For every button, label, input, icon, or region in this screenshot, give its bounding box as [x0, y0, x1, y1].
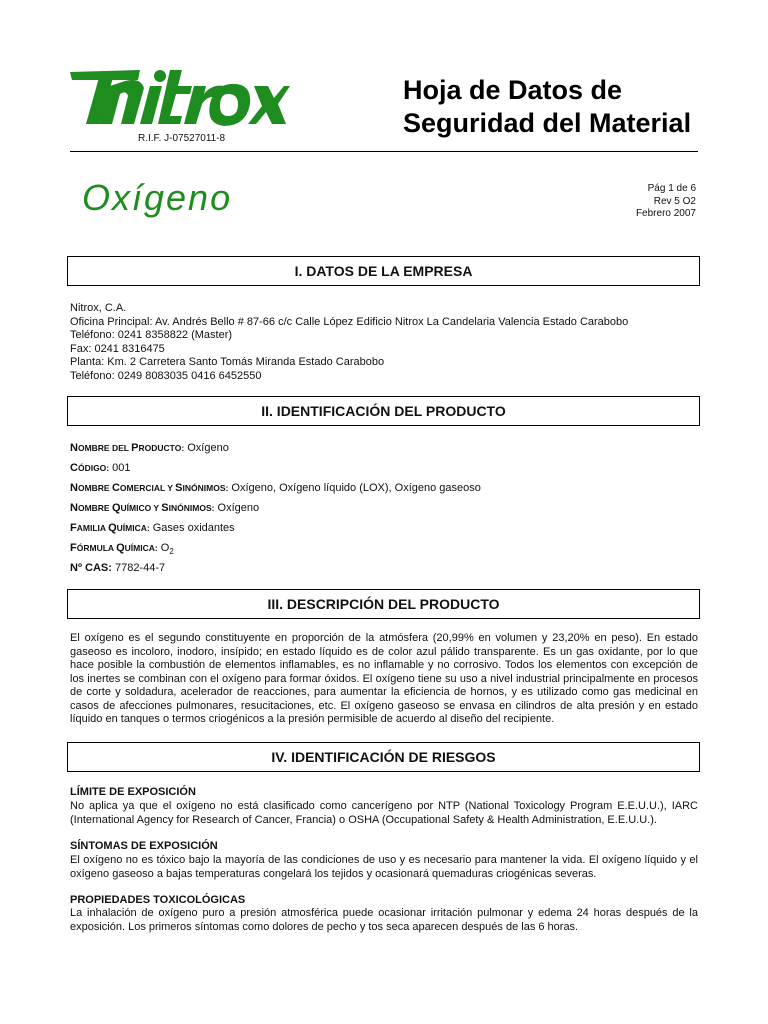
field-product-name: NOMBRE DEL PRODUCTO: Oxígeno	[70, 442, 229, 454]
field-chemical-name: NOMBRE QUÍMICO Y SINÓNIMOS: Oxígeno	[70, 502, 260, 514]
document-meta	[636, 183, 696, 221]
revision-date: Febrero 2007	[635, 208, 696, 219]
company-info	[70, 302, 698, 383]
section-title: III. DESCRIPCIÓN DEL PRODUCTO	[267, 596, 500, 612]
exposure-symptoms-heading: SÍNTOMAS DE EXPOSICIÓN	[70, 840, 218, 852]
toxicology-heading: PROPIEDADES TOXICOLÓGICAS	[70, 894, 246, 906]
section-heading-hazards	[67, 742, 700, 772]
field-cas-number: Nº CAS: 7782-44-7	[70, 562, 166, 574]
rif-number: R.I.F. J-07527011-8	[138, 133, 226, 144]
section-title: I. DATOS DE LA EMPRESA	[294, 263, 473, 279]
company-phone: Teléfono: 0241 8358822 (Master)	[70, 329, 233, 341]
exposure-limit-heading: LÍMITE DE EXPOSICIÓN	[70, 786, 196, 798]
exposure-limit-text: No aplica ya que el oxígeno no está clasificado como cancerígeno por NTP (National Toxicology Program E.E.U.U.), IARC (International Agency for Research of Cancer, Francia) o OSHA (Occupational Safety & Health Administration, E.E.U.U.).	[70, 800, 698, 826]
company-plant: Planta: Km. 2 Carretera Santo Tomás Miranda Estado Carabobo	[70, 356, 385, 368]
product-description: El oxígeno es el segundo constituyente en proporción de la atmósfera (20,99% en volumen y 23,20% en peso). En estado gaseoso es incoloro, inodoro, insípido; en estado líquido es de color azul pálido transparente. Es un gas oxidante, por lo que hace posible la combustión de elementos inflamables, es no inflamable y no corrosivo. Todos los elementos con excepción de los inertes se combinan con el oxígeno para formar óxidos. El oxígeno tiene su uso a nivel industrial principalmente en procesos de corte y soldadura, acelerador de reacciones, para aumentar la eficiencia de hornos, y es utilizado como gas medicinal en casos de afecciones pulmonares, resucitaciones, etc. El oxígeno gaseoso se envasa en cilindros de alta presión y en estado líquido en tanques o termos criogénicos a la presión permisible de acuerdo al diseño del recipiente.	[70, 632, 698, 725]
company-name: Nitrox, C.A.	[70, 302, 127, 314]
exposure-symptoms-text: El oxígeno no es tóxico bajo la mayoría de las condiciones de uso y es necesario para mantener la vida. El oxígeno líquido y el oxígeno gaseoso a bajas temperaturas congelará los tejidos y ocasionará quemaduras criogénicas severas.	[70, 854, 698, 880]
section-title: IV. IDENTIFICACIÓN DE RIESGOS	[271, 749, 496, 765]
company-fax: Fax: 0241 8316475	[70, 342, 165, 355]
company-office: Oficina Principal: Av. Andrés Bello # 87-66 c/c Calle López Edificio Nitrox La Candelaria Valencia Estado Carabobo	[70, 315, 629, 328]
page-number: Pág 1 de 6	[647, 183, 696, 194]
section-heading-description	[67, 589, 700, 619]
toxicology-text: La inhalación de oxígeno puro a presión atmosférica puede ocasionar irritación pulmonar y edema 24 horas después de la exposición. Los primeros síntomas como dolores de pecho y tos seca aparecen después de las 6 horas.	[70, 907, 698, 933]
product-name: Oxígeno	[82, 177, 233, 218]
header-rule	[70, 151, 698, 152]
section-heading-identification	[67, 396, 700, 426]
section-title: II. IDENTIFICACIÓN DEL PRODUCTO	[261, 403, 506, 419]
nitrox-logo	[70, 60, 290, 130]
section-heading-company	[67, 256, 700, 286]
field-commercial-name: NOMBRE COMERCIAL Y SINÓNIMOS: Oxígeno, Oxígeno líquido (LOX), Oxígeno gaseoso	[70, 482, 481, 494]
field-chemical-family: FAMILIA QUÍMICA: Gases oxidantes	[70, 522, 235, 534]
field-chemical-formula: FÓRMULA QUÍMICA: $O_2$	[70, 542, 174, 557]
revision: Rev 5 O2	[653, 195, 696, 207]
title-line-1: Hoja de Datos de	[403, 75, 623, 105]
field-code: CÓDIGO: 001	[70, 462, 131, 474]
company-plant-phone: Teléfono: 0249 8083035 0416 6452550	[70, 369, 262, 382]
document-title	[403, 74, 691, 140]
title-line-2: Seguridad del Material	[403, 108, 692, 138]
